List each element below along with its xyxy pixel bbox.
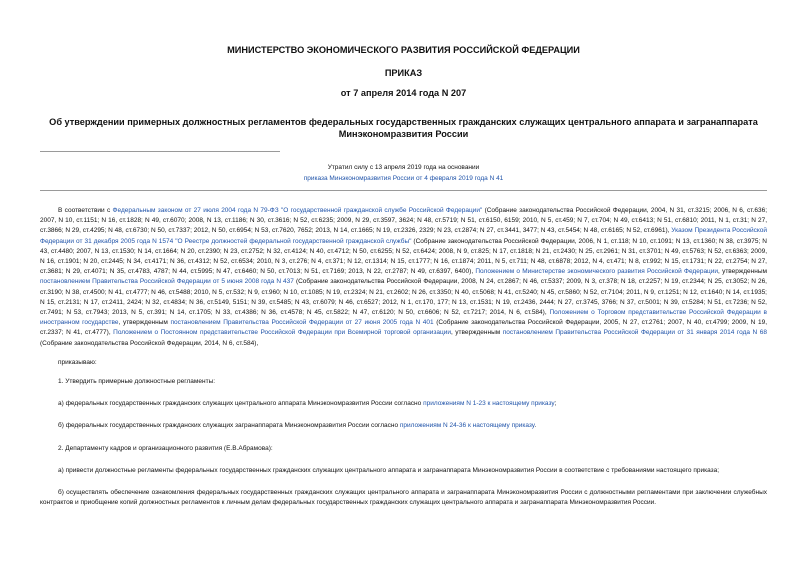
orders-line: приказываю: [58,358,97,366]
item-2: 2. Департаменту кадров и организационного развития (Е.В.Абрамова): [58,444,273,452]
preamble-paragraph [40,206,767,349]
preamble-text: , утвержденным [118,319,171,327]
preamble-link[interactable]: постановлением Правительства Российской Федерации от 31 января 2014 года N 68 [502,329,767,337]
preamble-link[interactable]: Федеральным законом от 27 июля 2004 года N 79-ФЗ "О государственной гражданской службе Российской Федерации" [112,207,483,214]
item-1: 1. Утвердить примерные должностные регламенты: [58,378,216,386]
preamble-link[interactable]: Указом Президента Российской Федерации от 31 декабря 2005 года N 1574 "О Реестре должностей федеральной государственной гражданской службы" [40,227,767,245]
preamble-text: (Собрание законодательства Российской Федерации, 2008, N 24, ст.2867; N 46, ст.5337; 2009, N 3, ст.378; N 18, ст.2257; N 19, ст.2344; N 25, ст.3052; N 26, ст.3190; N 38, ст.4500; N 41, ст.4777; N 46, ст.5488; 2010, N 5, ст.532; N 9, ст.960; N 10, ст.1085; N 19, ст.2324; N 21, ст.2602; N 26, ст.3350; N 40, ст.5068; N 41, ст.5240; N 45, ст.5860; N 52, ст.7104; 2011, N 9, ст.1251; N 12, ст.1640; N 14, ст.1935; N 15, ст.2131; N 17, ст.2411, 2424; N 32, ст.4834; N 36, ст.5149, 5151; N 39, ст.5485; N 43, ст.6079; N 46, ст.6527; 2012, N 1, ст.170, 177; N 13, ст.1531; N 19, ст.2436, 2444; N 27, ст.3745, 3766; N 37, ст.5001; N 39, ст.5284; N 51, ст.7236; N 52, ст.7491; N 53, ст.7943; 2013, N 5, ст.391; N 14, ст.1705; N 33, ст.4386; N 36, ст.4578; N 45, ст.5822; N 47, ст.6120; N 50, ст.6606; N 52, ст.7217; 2014, N 6, ст.584), [40,278,767,317]
preamble-text: , утвержденным [450,329,503,337]
preamble-text: В соответствии с [58,207,113,214]
doc-title-line1: Об утверждении примерных должностных регламентов федеральных государственных гражданских служащих центрального аппарата и загранаппарата [49,117,758,127]
item-1a-link[interactable]: приложениям N 1-23 к настоящему приказу [423,400,555,408]
date-number-heading: от 7 апреля 2014 года N 207 [340,88,467,98]
doc-type-heading: ПРИКАЗ [384,68,423,78]
status-note-text: Утратил силу с 13 апреля 2019 года на основании [327,164,480,171]
doc-title-line2: Минэкономразвития России [338,129,469,139]
preamble-link[interactable]: постановлением Правительства Российской Федерации от 27 июня 2005 года N 401 [170,319,434,327]
preamble-link[interactable]: Положением о Министерстве экономического развития Российской Федерации [475,268,719,276]
item-1b-text: б) федеральных государственных гражданских служащих загранаппарата Минэкономразвития России согласно [58,422,400,430]
item-1a-end: ; [554,400,557,408]
preamble-text: (Собрание законодательства Российской Федерации, 2005, N 27, ст.2761; 2007, N 40, ст.4799; 2009, N 19, ст.2337; N 41, ст.4777), [40,319,768,337]
preamble-link[interactable]: Положением о Торговом представительстве Российской Федерации в иностранном государстве [40,309,767,327]
divider-bottom [40,190,767,191]
preamble-text: , утвержденным [718,268,767,276]
item-1a-text: а) федеральных государственных гражданских служащих центрального аппарата Минэкономразвития России согласно [58,400,424,408]
item-1a [40,399,767,409]
ministry-heading: МИНИСТЕРСТВО ЭКОНОМИЧЕСКОГО РАЗВИТИЯ РОССИЙСКОЙ ФЕДЕРАЦИИ [227,45,580,55]
item-1b [40,421,767,431]
preamble-link[interactable]: постановлением Правительства Российской Федерации от 5 июня 2008 года N 437 [40,278,294,286]
item-2b: б) осуществлять обеспечение ознакомления федеральных государственных гражданских служащих центрального аппарата и загранаппарата Минэкономразвития России с должностными регламентами при заключении служебных контрактов и приобщение копий должностных регламентов к личным делам федеральных государственных гражданских служащих центрального аппарата и загранаппарата Минэкономразвития России. [40,489,767,507]
preamble-text: (Собрание законодательства Российской Федерации, 2014, N 6, ст.584), [40,339,259,347]
divider-top [40,151,280,152]
document-body [40,206,767,508]
preamble-text: (Собрание законодательства Российской Федерации, 2004, N 31, ст.3215; 2006, N 6, ст.636; 2007, N 10, ст.1151; N 16, ст.1828; N 49, ст.6070; 2008, N 13, ст.1186; N 30, ст.3616; N 52, ст.6235; 2009, N 29, ст.3597, 3624; N 48, ст.5719; N 51, ст.6150, 6159; 2010, N 5, ст.459; N 7, ст.704; N 49, ст.6413; N 51, ст.6810; 2011, N 1, ст.31; N 27, ст.3866; N 29, ст.4295; N 48, ст.6730; N 50, ст.7337; 2012, N 50, ст.6954; N 53, ст.7620, 7652; 2013, N 14, ст.1665; N 19, ст.2326, 2329; N 23, ст.2874; N 27, ст.3441, 3477; N 43, ст.5454; N 48, ст.6165; N 52, ст.6961), [40,207,767,235]
item-1b-link[interactable]: приложениям N 24-36 к настоящему приказу [399,422,535,430]
preamble-link[interactable]: Положением о Постоянном представительстве Российской Федерации при Всемирной торговой организации [113,329,451,337]
preamble-text: (Собрание законодательства Российской Федерации, 2006, N 1, ст.118; N 10, ст.1091; N 13, ст.1360; N 38, ст.3975; N 43, ст.4480; 2007, N 13, ст.1530; N 14, ст.1664; N 20, ст.2390; N 23, ст.2752; N 32, ст.4124; N 40, ст.4712; N 50, ст.6255; N 52, ст.6424; 2008, N 9, ст.825; N 17, ст.1818; N 21, ст.2430; N 25, ст.2961; N 31, ст.3701; N 49, ст.5763; N 52, ст.6363; 2009, N 16, ст.1901; N 20, ст.2445; N 34, ст.4171; N 36, ст.4312; N 52, ст.6534; 2010, N 3, ст.276; N 4, ст.371; N 12, ст.1314; N 15, ст.1777; N 16, ст.1874; 2011, N 5, ст.711; N 48, ст.6878; 2012, N 4, ст.471; N 8, ст.992; N 15, ст.1731; N 22, ст.2754; N 27, ст.3681; N 29, ст.4071; N 35, ст.4783, 4787; N 44, ст.5995; N 47, ст.6460; N 50, ст.7013; N 51, ст.7169; 2013, N 22, ст.2787; N 49, ст.6397, 6400), [40,237,767,276]
item-2a: а) привести должностные регламенты федеральных государственных гражданских служащих центрального аппарата и загранаппарата Минэкономразвития России в соответствие с требованиями настоящего приказа; [58,466,720,474]
item-1b-end: . [534,422,537,430]
status-note-link[interactable]: приказа Минэкономразвития России от 4 февраля 2019 года N 41 [303,175,504,182]
